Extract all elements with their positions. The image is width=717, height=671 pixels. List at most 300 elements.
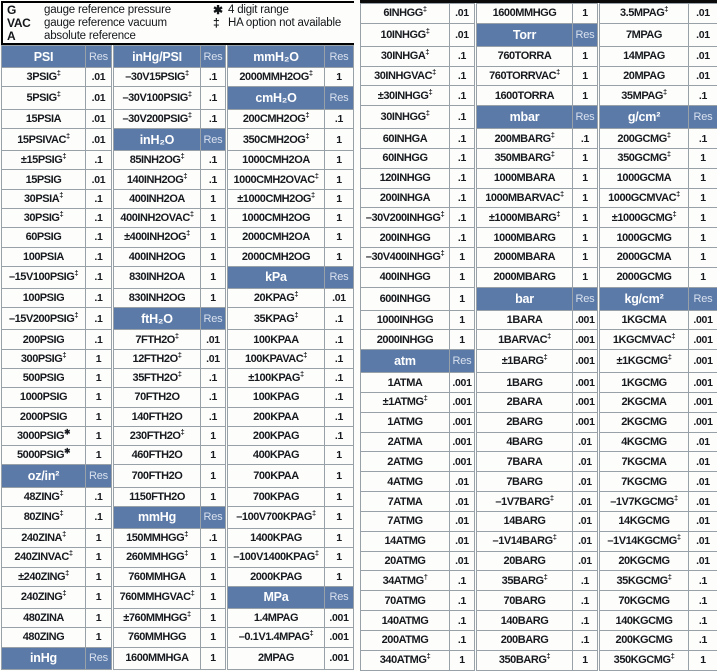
range-cell: 200KGCMG xyxy=(599,630,689,650)
option-mark: ‡ xyxy=(549,492,554,502)
option-mark: ‡ xyxy=(177,369,182,379)
option-mark: ‡ xyxy=(560,189,564,199)
legend-option-column xyxy=(213,4,341,30)
resolution-cell: .01 xyxy=(689,531,717,551)
unit-group-header: MPa xyxy=(227,586,325,608)
range-cell: 1ATMG xyxy=(361,412,450,432)
range-cell: 30PSIA‡ xyxy=(2,189,86,208)
table-row xyxy=(2,487,354,506)
option-mark: ‡ xyxy=(676,532,681,542)
range-cell: 2000CMH2OA xyxy=(227,228,325,247)
resolution-cell: .1 xyxy=(201,68,227,87)
range-cell: –30V200PSIG‡ xyxy=(113,109,201,128)
resolution-cell: .01 xyxy=(689,551,717,571)
resolution-cell: 1 xyxy=(689,188,717,208)
range-cell: 10INHGG‡ xyxy=(361,23,450,46)
range-cell: 760MMHGG xyxy=(113,628,201,647)
option-mark: ‡ xyxy=(59,488,64,498)
range-cell: 200MBARG‡ xyxy=(476,129,573,149)
option-mark: ‡ xyxy=(543,352,548,362)
resolution-cell: 1 xyxy=(201,487,227,506)
range-cell: 1KGCMG xyxy=(599,373,689,393)
table-row xyxy=(2,369,354,388)
range-cell: 350CMH2OG‡ xyxy=(227,128,325,150)
resolution-cell: .1 xyxy=(86,289,113,308)
option-mark: ‡ xyxy=(187,609,191,619)
unit-group-header: inHg/PSI xyxy=(113,46,201,68)
resolution-cell: .1 xyxy=(573,129,599,149)
resolution-cell: .001 xyxy=(573,350,599,373)
range-cell: 3000PSIG✱ xyxy=(2,426,86,445)
range-cell: 1.4MPAG xyxy=(227,609,325,628)
range-cell: ±100KPAG‡ xyxy=(227,369,325,388)
resolution-cell: .001 xyxy=(325,647,354,669)
range-cell: 60INHGG xyxy=(361,148,450,168)
resolution-cell: 1 xyxy=(573,148,599,168)
option-mark: ‡ xyxy=(440,248,445,258)
resolution-cell: .001 xyxy=(573,392,599,412)
range-cell: 7KGCMA xyxy=(599,452,689,472)
range-cell: –30V200INHGG‡ xyxy=(361,208,450,228)
range-cell: 2000INHGG xyxy=(361,330,450,350)
range-cell: 350GCMG‡ xyxy=(599,148,689,168)
resolution-cell: .1 xyxy=(201,369,227,388)
legend-text: absolute reference xyxy=(44,30,136,42)
left-column xyxy=(1,1,354,670)
resolution-cell: .1 xyxy=(689,571,717,591)
resolution-cell: .1 xyxy=(86,247,113,266)
range-cell: ±1BARG‡ xyxy=(476,350,573,373)
unit-group-header: bar xyxy=(476,287,573,310)
table-row xyxy=(361,472,717,492)
option-mark: ‡ xyxy=(62,529,66,539)
range-cell: 2MPAG xyxy=(227,647,325,669)
table-row xyxy=(361,228,717,248)
option-mark: ‡ xyxy=(423,393,428,403)
resolution-cell: 1 xyxy=(201,548,227,567)
resolution-cell: 1 xyxy=(325,128,354,150)
resolution-cell: .01 xyxy=(450,511,476,531)
range-cell: 80ZING‡ xyxy=(2,506,86,528)
option-mark: ‡ xyxy=(177,350,182,360)
resolution-cell: .1 xyxy=(201,109,227,128)
option-mark: ‡ xyxy=(190,588,195,598)
resolution-cell: .01 xyxy=(86,170,113,189)
range-cell: 35KGCMG‡ xyxy=(599,571,689,591)
resolution-cell: .01 xyxy=(573,531,599,551)
resolution-cell: 1 xyxy=(325,548,354,567)
option-mark: ‡ xyxy=(309,628,314,638)
resolution-cell: 1 xyxy=(450,287,476,310)
range-cell: 14KGCMG xyxy=(599,511,689,531)
resolution-cell: 1 xyxy=(325,465,354,487)
option-mark: ‡ xyxy=(56,89,61,99)
resolution-cell: 1 xyxy=(86,548,113,567)
resolution-cell: 1 xyxy=(573,267,599,287)
range-cell: 300PSIG‡ xyxy=(2,349,86,368)
range-cell: 760TORRA xyxy=(476,46,573,66)
table-row xyxy=(361,630,717,650)
option-mark: ‡ xyxy=(187,89,192,99)
resolution-cell: 1 xyxy=(450,650,476,670)
range-cell: 350KGCMG‡ xyxy=(599,650,689,670)
range-table-right xyxy=(360,3,717,671)
res-header: Res xyxy=(86,647,113,669)
range-cell: 500PSIG xyxy=(2,369,86,388)
table-row xyxy=(2,529,354,548)
table-row xyxy=(361,373,717,393)
range-cell: 1600TORRA xyxy=(476,86,573,106)
legend-symbol: VAC xyxy=(7,16,31,30)
resolution-cell: 1 xyxy=(573,4,599,24)
range-cell: 30INHGVAC‡ xyxy=(361,66,450,86)
range-cell: 2000GCMG xyxy=(599,267,689,287)
table-row xyxy=(361,330,717,350)
resolution-cell: .001 xyxy=(325,628,354,647)
range-cell: 15PSIG xyxy=(2,170,86,189)
resolution-cell: .1 xyxy=(450,188,476,208)
resolution-cell: .1 xyxy=(201,529,227,548)
range-cell: 7BARA xyxy=(476,452,573,472)
resolution-cell: .1 xyxy=(573,611,599,631)
resolution-cell: .01 xyxy=(573,432,599,452)
unit-group-header: g/cm² xyxy=(599,106,689,129)
resolution-cell: 1 xyxy=(689,650,717,670)
table-row xyxy=(2,128,354,150)
range-cell: ±1000MBARG‡ xyxy=(476,208,573,228)
table-row xyxy=(361,310,717,330)
option-mark: ‡ xyxy=(425,47,430,57)
resolution-cell: 1 xyxy=(86,426,113,445)
option-mark: ‡ xyxy=(180,427,185,437)
resolution-cell: .1 xyxy=(450,86,476,106)
resolution-cell: 1 xyxy=(201,289,227,308)
range-cell: 2000MMH2OG‡ xyxy=(227,68,325,87)
resolution-cell: .01 xyxy=(573,452,599,472)
resolution-cell: 1 xyxy=(201,586,227,608)
resolution-cell: 1 xyxy=(325,68,354,87)
resolution-cell: .001 xyxy=(689,330,717,350)
resolution-cell: .01 xyxy=(689,472,717,492)
table-row xyxy=(2,388,354,407)
table-row xyxy=(2,647,354,669)
table-row xyxy=(2,426,354,445)
option-mark: ‡ xyxy=(294,289,299,299)
option-mark: ‡ xyxy=(62,151,67,161)
resolution-cell: 1 xyxy=(689,267,717,287)
resolution-cell: 1 xyxy=(325,189,354,208)
legend xyxy=(1,1,354,45)
table-row xyxy=(2,247,354,266)
table-row xyxy=(361,46,717,66)
range-cell: 350MBARG‡ xyxy=(476,148,573,168)
option-mark: ‡ xyxy=(300,369,304,379)
resolution-cell: .1 xyxy=(201,388,227,407)
range-cell: 140INH2OG‡ xyxy=(113,170,201,189)
resolution-cell: 1 xyxy=(86,567,113,586)
resolution-cell: 1 xyxy=(689,228,717,248)
resolution-cell: .1 xyxy=(450,630,476,650)
option-mark: ‡ xyxy=(670,651,675,661)
range-cell: 2ATMG xyxy=(361,452,450,472)
resolution-cell: .01 xyxy=(450,4,476,24)
resolution-cell: .1 xyxy=(86,308,113,330)
table-row xyxy=(2,586,354,608)
unit-group-header: oz/in² xyxy=(2,465,86,487)
resolution-cell: .1 xyxy=(450,228,476,248)
legend-text: gauge reference vacuum xyxy=(44,17,167,29)
range-cell: 600INHGG xyxy=(361,287,450,310)
resolution-cell: .1 xyxy=(201,87,227,109)
resolution-cell: .01 xyxy=(689,23,717,46)
range-cell: 340ATMG‡ xyxy=(361,650,450,670)
unit-group-header: mmHg xyxy=(113,506,201,528)
option-mark: ‡ xyxy=(180,151,185,161)
res-header: Res xyxy=(325,87,354,109)
range-cell: 70BARG xyxy=(476,591,573,611)
legend-symbol: A xyxy=(7,29,16,43)
resolution-cell: 1 xyxy=(86,388,113,407)
resolution-cell: 1 xyxy=(689,248,717,268)
table-row xyxy=(361,432,717,452)
range-cell: 20KGCMG xyxy=(599,551,689,571)
unit-group-header: mbar xyxy=(476,106,573,129)
range-cell: 3.5MPAG‡ xyxy=(599,4,689,24)
resolution-cell: .1 xyxy=(450,106,476,129)
table-row xyxy=(361,248,717,268)
range-cell: 830INH2OG xyxy=(113,289,201,308)
resolution-cell: 1 xyxy=(325,151,354,170)
range-cell: 200INHGG xyxy=(361,228,450,248)
range-cell: 2000PSIG xyxy=(2,407,86,426)
resolution-cell: .1 xyxy=(325,308,354,330)
range-cell: 1000GCMVAC‡ xyxy=(599,188,689,208)
range-cell: 2000CMH2OG xyxy=(227,247,325,266)
option-mark: ‡ xyxy=(556,209,561,219)
range-cell: 4ATMG xyxy=(361,472,450,492)
resolution-cell: 1 xyxy=(86,446,113,465)
range-cell: 60INHGA xyxy=(361,129,450,149)
resolution-cell: 1 xyxy=(201,567,227,586)
range-cell: 240ZINA‡ xyxy=(2,529,86,548)
resolution-cell: .01 xyxy=(689,452,717,472)
range-cell: 2KGCMA xyxy=(599,392,689,412)
range-cell: 400INH2OVAC‡ xyxy=(113,208,201,227)
range-cell: 700KPAA xyxy=(227,465,325,487)
range-cell: ±1000GCMG‡ xyxy=(599,208,689,228)
table-row xyxy=(361,148,717,168)
range-cell: ±1000CMH2OG‡ xyxy=(227,189,325,208)
range-cell: 20MPAG xyxy=(599,66,689,86)
resolution-cell: .001 xyxy=(573,310,599,330)
resolution-cell: 1 xyxy=(450,310,476,330)
resolution-cell: .01 xyxy=(689,66,717,86)
legend-text: gauge reference pressure xyxy=(44,4,171,16)
resolution-cell: .01 xyxy=(573,492,599,512)
resolution-cell: .1 xyxy=(86,330,113,349)
resolution-cell: .001 xyxy=(450,392,476,412)
resolution-cell: 1 xyxy=(86,349,113,368)
resolution-cell: 1 xyxy=(201,247,227,266)
range-cell: 100KPAVAC‡ xyxy=(227,349,325,368)
resolution-cell: 1 xyxy=(325,208,354,227)
option-mark: ‡ xyxy=(174,330,179,340)
range-cell: 260MMHGG‡ xyxy=(113,548,201,567)
res-header: Res xyxy=(86,46,113,68)
range-cell: 30INHGA‡ xyxy=(361,46,450,66)
option-mark: ‡ xyxy=(425,108,430,118)
range-cell: –15V100PSIG‡ xyxy=(2,266,86,288)
resolution-cell: .01 xyxy=(689,46,717,66)
range-cell: 1KGCMVAC‡ xyxy=(599,330,689,350)
table-row xyxy=(2,628,354,647)
range-cell: 7BARG xyxy=(476,472,573,492)
range-cell: 2000MBARG xyxy=(476,267,573,287)
option-mark: ‡ xyxy=(666,129,671,139)
resolution-cell: .1 xyxy=(573,591,599,611)
resolution-cell: .1 xyxy=(573,630,599,650)
option-mark: ‡ xyxy=(667,352,672,362)
resolution-cell: .1 xyxy=(573,571,599,591)
range-cell: 6INHGG‡ xyxy=(361,4,450,24)
range-cell: 20BARG xyxy=(476,551,573,571)
range-cell: 760TORRVAC‡ xyxy=(476,66,573,86)
resolution-cell: .1 xyxy=(325,109,354,128)
resolution-cell: .1 xyxy=(201,170,227,189)
range-cell: 7MPAG xyxy=(599,23,689,46)
range-cell: 5000PSIG✱ xyxy=(2,446,86,465)
table-row xyxy=(361,611,717,631)
resolution-cell: .1 xyxy=(689,611,717,631)
table-row xyxy=(2,407,354,426)
unit-group-header: mmH₂O xyxy=(227,46,325,68)
range-cell: 1BARG xyxy=(476,373,573,393)
range-cell: 2BARG xyxy=(476,412,573,432)
resolution-cell: .1 xyxy=(325,369,354,388)
resolution-cell: .001 xyxy=(573,412,599,432)
resolution-cell: 1 xyxy=(325,446,354,465)
range-cell: –15V200PSIG‡ xyxy=(2,308,86,330)
range-cell: 1600MMHGA xyxy=(113,647,201,669)
res-header: Res xyxy=(201,308,227,330)
res-header: Res xyxy=(325,266,354,288)
range-cell: –1V7KGCMG‡ xyxy=(599,492,689,512)
resolution-cell: .01 xyxy=(573,472,599,492)
resolution-cell: .1 xyxy=(325,426,354,445)
resolution-cell: .1 xyxy=(689,129,717,149)
table-row xyxy=(2,567,354,586)
resolution-cell: 1 xyxy=(201,208,227,227)
range-cell: ±400INH2OG‡ xyxy=(113,228,201,247)
table-row xyxy=(2,109,354,128)
range-cell: 70ATMG xyxy=(361,591,450,611)
range-cell: 1000MBARG xyxy=(476,228,573,248)
range-cell: 35MPAG‡ xyxy=(599,86,689,106)
range-cell: 100KPAA xyxy=(227,330,325,349)
range-table-left-body xyxy=(2,46,354,670)
table-row xyxy=(2,465,354,487)
range-cell: 760MMHGA xyxy=(113,567,201,586)
option-mark: ‡ xyxy=(186,228,190,238)
resolution-cell: .001 xyxy=(689,350,717,373)
range-cell: 1BARVAC‡ xyxy=(476,330,573,350)
range-cell: 2000GCMA xyxy=(599,248,689,268)
resolution-cell: .1 xyxy=(450,148,476,168)
range-cell: 1600MMHGG xyxy=(476,4,573,24)
option-mark: ‡ xyxy=(314,548,319,558)
range-cell: 70FTH2O xyxy=(113,388,201,407)
option-mark: ‡ xyxy=(305,110,310,120)
legend-item xyxy=(7,17,171,30)
resolution-cell: 1 xyxy=(325,529,354,548)
range-cell: 70KGCMG xyxy=(599,591,689,611)
range-cell: 7ATMG xyxy=(361,511,450,531)
table-row xyxy=(2,266,354,288)
resolution-cell: .1 xyxy=(325,349,354,368)
resolution-cell: .1 xyxy=(201,151,227,170)
resolution-cell: 1 xyxy=(573,46,599,66)
range-cell: 400INH2OG xyxy=(113,247,201,266)
table-row xyxy=(2,87,354,109)
option-mark: ‡ xyxy=(314,170,319,180)
res-header: Res xyxy=(573,106,599,129)
table-row xyxy=(361,4,717,24)
resolution-cell: .01 xyxy=(325,289,354,308)
resolution-cell: .1 xyxy=(325,388,354,407)
range-cell: 200GCMG‡ xyxy=(599,129,689,149)
range-cell: 1000MBARA xyxy=(476,168,573,188)
range-cell: 14MPAG xyxy=(599,46,689,66)
resolution-cell: .1 xyxy=(86,208,113,227)
resolution-cell: .01 xyxy=(450,551,476,571)
range-cell: 35KPAG‡ xyxy=(227,308,325,330)
res-header: Res xyxy=(86,465,113,487)
range-cell: 1000GCMA xyxy=(599,168,689,188)
option-mark: ‡ xyxy=(546,651,551,661)
table-row xyxy=(2,189,354,208)
range-cell: 150MMHGG‡ xyxy=(113,529,201,548)
range-cell: 700KPAG xyxy=(227,487,325,506)
resolution-cell: 1 xyxy=(573,86,599,106)
range-cell: ±15PSIG‡ xyxy=(2,151,86,170)
resolution-cell: 1 xyxy=(201,628,227,647)
resolution-cell: 1 xyxy=(573,248,599,268)
unit-group-header: atm xyxy=(361,350,450,373)
unit-group-header: PSI xyxy=(2,46,86,68)
resolution-cell: 1 xyxy=(86,628,113,647)
range-cell: 400INH2OA xyxy=(113,189,201,208)
resolution-cell: 1 xyxy=(573,208,599,228)
table-row xyxy=(2,609,354,628)
range-cell: 200PSIG xyxy=(2,330,86,349)
range-cell: 200KPAA xyxy=(227,407,325,426)
range-cell: 1000INHGG xyxy=(361,310,450,330)
table-row xyxy=(361,168,717,188)
unit-group-header: kg/cm² xyxy=(599,287,689,310)
table-row xyxy=(2,208,354,227)
option-mark: ‡ xyxy=(550,129,555,139)
resolution-cell: 1 xyxy=(86,609,113,628)
unit-group-header: inHg xyxy=(2,647,86,669)
range-cell: 35FTH2O‡ xyxy=(113,369,201,388)
range-cell: 140KGCMG xyxy=(599,611,689,631)
range-cell: 1BARA xyxy=(476,310,573,330)
option-mark: ‡ xyxy=(428,87,433,97)
resolution-cell: .01 xyxy=(689,511,717,531)
table-row xyxy=(361,650,717,670)
table-row xyxy=(361,188,717,208)
resolution-cell: .001 xyxy=(689,412,717,432)
